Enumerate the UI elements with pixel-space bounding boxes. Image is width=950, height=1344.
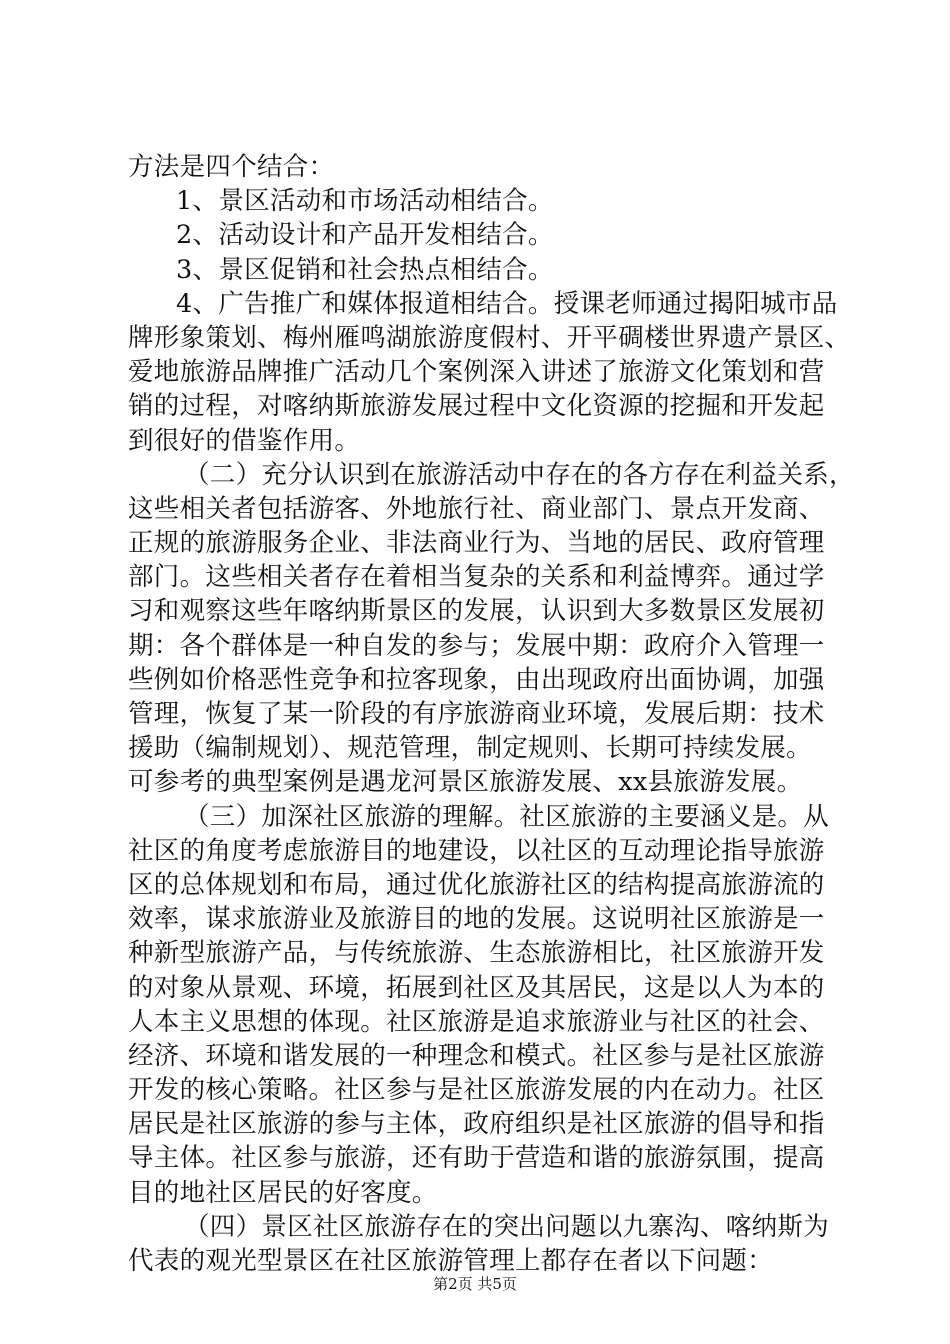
text-line: 销的过程，对喀纳斯旅游发展过程中文化资源的挖掘和开发起: [128, 391, 825, 422]
list-item-2: 2、活动设计和产品开发相结合。: [176, 220, 554, 251]
text-line: 效率，谋求旅游业及旅游目的地的发展。这说明社区旅游是一: [128, 904, 825, 935]
text-line: 社区的角度考虑旅游目的地建设，以社区的互动理论指导旅游: [128, 835, 825, 866]
page-number: 第2页 共5页: [433, 1275, 517, 1293]
text-line: 开发的核心策略。社区参与是社区旅游发展的内在动力。社区: [128, 1075, 825, 1106]
list-item-4: 4、广告推广和媒体报道相结合。授课老师通过揭阳城市品: [176, 288, 838, 319]
text-line: 种新型旅游产品，与传统旅游、生态旅游相比，社区旅游开发: [128, 938, 825, 969]
text-line: 部门。这些相关者存在着相当复杂的关系和利益博弈。通过学: [128, 562, 825, 593]
text-line: 可参考的典型案例是遇龙河景区旅游发展、xx县旅游发展。: [128, 767, 803, 798]
section-3-start: （三）加深社区旅游的理解。社区旅游的主要涵义是。从: [184, 801, 830, 832]
text-line: 居民是社区旅游的参与主体，政府组织是社区旅游的倡导和指: [128, 1109, 825, 1140]
section-4-start: （四）景区社区旅游存在的突出问题以九寨沟、喀纳斯为: [184, 1211, 830, 1242]
text-line: 区的总体规划和布局，通过优化旅游社区的结构提高旅游流的: [128, 869, 825, 900]
list-item-1: 1、景区活动和市场活动相结合。: [176, 186, 554, 217]
text-line: 到很好的借鉴作用。: [128, 425, 361, 456]
text-line: 代表的观光型景区在社区旅游管理上都存在者以下问题：: [128, 1246, 774, 1276]
text-line: 正规的旅游服务企业、非法商业行为、当地的居民、政府管理: [128, 528, 825, 559]
text-line: 导主体。社区参与旅游，还有助于营造和谐的旅游氛围，提高: [128, 1143, 825, 1174]
text-line: 的对象从景观、环境，拓展到社区及其居民，这是以人为本的: [128, 972, 825, 1003]
body-text: [128, 150, 855, 1278]
list-item-3: 3、景区促销和社会热点相结合。: [176, 254, 554, 285]
section-2-start: （二）充分认识到在旅游活动中存在的各方存在利益关系，: [184, 459, 855, 490]
text-line: 目的地社区居民的好客度。: [128, 1177, 438, 1208]
text-line: 期：各个群体是一种自发的参与；发展中期：政府介入管理一: [128, 630, 825, 661]
text-line: 些例如价格恶性竞争和拉客现象，由出现政府出面协调，加强: [128, 664, 825, 695]
text-line: 人本主义思想的体现。社区旅游是追求旅游业与社区的社会、: [128, 1006, 825, 1037]
text-line: 牌形象策划、梅州雁鸣湖旅游度假村、开平碉楼世界遗产景区、: [128, 322, 851, 353]
text-line: 管理，恢复了某一阶段的有序旅游商业环境，发展后期：技术: [128, 699, 825, 729]
text-line: 方法是四个结合：: [128, 152, 335, 182]
text-line: 这些相关者包括游客、外地旅行社、商业部门、景点开发商、: [128, 493, 825, 524]
text-line: 习和观察这些年喀纳斯景区的发展，认识到大多数景区发展初: [128, 596, 825, 627]
text-line: 经济、环境和谐发展的一种理念和模式。社区参与是社区旅游: [128, 1040, 825, 1071]
text-line: 爱地旅游品牌推广活动几个案例深入讲述了旅游文化策划和营: [128, 357, 825, 388]
text-line: 援助（编制规划）、规范管理，制定规则、长期可持续发展。: [128, 733, 812, 764]
